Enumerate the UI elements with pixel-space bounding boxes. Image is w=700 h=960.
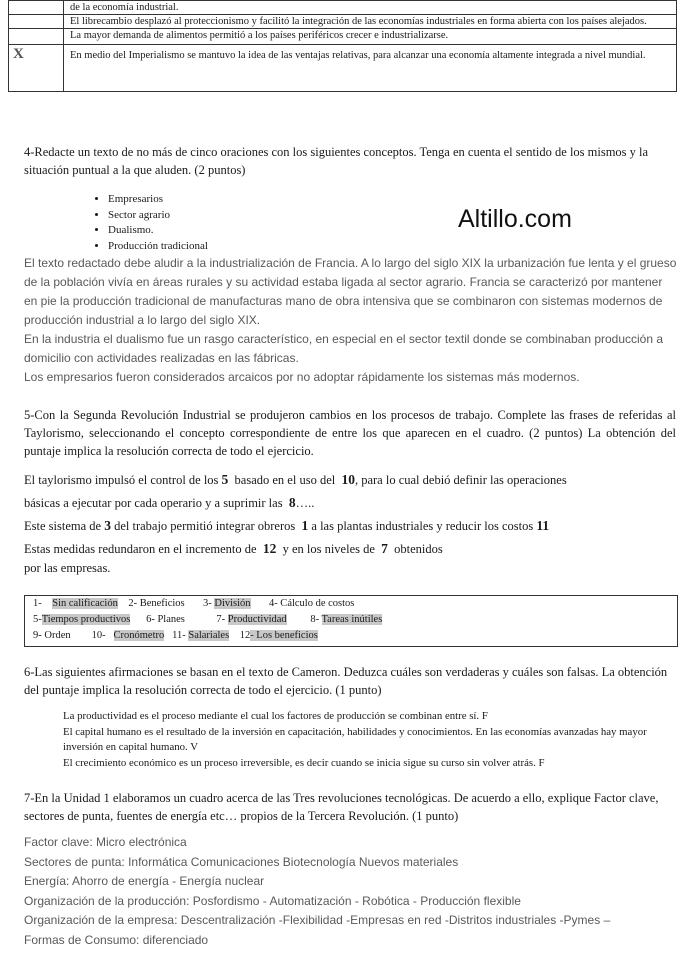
answer-paragraph: En la industria el dualismo fue un rasgo característico, en especial en el sector textil donde se combinaban producción a domicilio con actividades realizadas en las fábricas. — [24, 332, 664, 365]
statement-item: El crecimiento económico es un proceso irreversible, es decir cuando se inicia sigue su curso sin volver atrás. F — [63, 756, 545, 769]
sentence-text: y en los niveles de — [282, 542, 375, 556]
answer-number: 12 — [262, 541, 277, 556]
answer-line: Organización de la empresa: Descentralización -Flexibilidad -Empresas en red -Distritos industriales -Pymes – — [24, 913, 611, 927]
table-row — [9, 29, 677, 45]
answer-line: Formas de Consumo: diferenciado — [24, 932, 209, 947]
answers-table — [8, 0, 677, 92]
list-item: • Producción tradicional — [108, 239, 208, 255]
fill-line-3 — [24, 515, 678, 537]
option-number: 5- — [33, 614, 42, 625]
concept-list — [90, 192, 208, 254]
mark-cell — [9, 1, 64, 15]
options-box — [24, 595, 678, 647]
answer-number: 7 — [381, 541, 388, 556]
option-division: División — [214, 598, 251, 609]
sentence-text: , para lo cual debió definir las operaciones — [354, 473, 567, 487]
answer-number: 10 — [341, 472, 355, 487]
sentence-text: Este sistema de — [24, 519, 102, 533]
option-number: 8- — [310, 614, 320, 625]
sentence-text: obtenidos — [394, 542, 443, 556]
option-orden: 9- Orden — [33, 630, 71, 641]
option-cronometro: Cronómetro — [113, 630, 165, 641]
answer-paragraph: El texto redactado debe aludir a la industrialización de Francia. A lo largo del siglo XIX la urbanización fue lenta y el grueso de la población vivía en áreas rurales y su actividad estaba ligada al sector agrario. Francia se caracterizó por mantener en pie la producción tradicional de manufacturas mano de obra intensiva que se combinaron con sistemas modernos de producción industrial a lo largo del siglo XIX. — [24, 256, 677, 327]
options-row — [33, 630, 318, 641]
fill-line-5: por las empresas. — [24, 561, 111, 575]
answer-number: 5 — [221, 472, 229, 487]
option-number: 11- — [172, 630, 186, 641]
answer-paragraph: Los empresarios fueron considerados arcaicos por no adoptar rápidamente los sistemas más modernos. — [24, 370, 580, 384]
option-sin-calificacion: Sin calificación — [52, 598, 118, 609]
sentence-text: ….. — [295, 496, 315, 510]
option-tiempos-productivos: Tiempos productivos — [41, 614, 131, 625]
options-row — [33, 614, 382, 625]
table-row — [9, 45, 677, 92]
question-4-prompt: 4-Redacte un texto de no más de cinco oraciones con los siguientes conceptos. Tenga en cuenta el sentido de los mismos y la situación puntual a la que aluden. (2 puntos) — [24, 145, 649, 177]
fill-line-1 — [24, 469, 678, 491]
answer-line: Energía: Ahorro de energía - Energía nuclear — [24, 874, 265, 888]
option-number: 7- — [216, 614, 226, 625]
option-productividad: Productividad — [227, 614, 287, 625]
option-tareas-inutiles: Tareas inútiles — [321, 614, 383, 625]
answer-number: 11 — [536, 518, 550, 533]
question-7-prompt: 7-En la Unidad 1 elaboramos un cuadro acerca de las Tres revoluciones tecnológicas. De acuerdo a ello, explique Factor clave, sectores de punta, fuentes de energía etc… propios de la Tercera Revolución. (1 punto) — [24, 791, 659, 823]
table-row — [9, 1, 677, 15]
question-4-answer — [24, 254, 678, 387]
table-row — [9, 15, 677, 29]
question-6-prompt: 6-Las siguientes afirmaciones se basan en el texto de Cameron. Deduzca cuáles son verdaderas y cuáles son falsas. La obtención del puntaje implica la resolución correcta de todo el ejercicio. (1 punto) — [24, 665, 668, 697]
option-number: 10- — [91, 630, 106, 641]
statement-cell: En medio del Imperialismo se mantuvo la idea de las ventajas relativas, para alcanzar una economía altamente integrada a nivel mundial. — [64, 45, 677, 92]
true-false-statements — [63, 709, 663, 771]
option-planes: 6- Planes — [146, 614, 185, 625]
statement-item: La productividad es el proceso mediante el cual los factores de producción se combinan entre sí. F — [63, 710, 488, 722]
statement-cell: La mayor demanda de alimentos permitió a los países periféricos crecer e industrializarse. — [64, 29, 677, 45]
option-number: 1- — [33, 598, 42, 609]
answer-line: Sectores de punta: Informática Comunicaciones Biotecnología Nuevos materiales — [24, 854, 459, 869]
option-los-beneficios: - Los beneficios — [250, 630, 318, 641]
list-item: • Sector agrario — [108, 208, 208, 224]
statement-item: El capital humano es el resultado de la inversión en capacitación, habilidades y conocimientos. En las economías avanzadas hay mayor inversión en capital humano. V — [63, 725, 647, 753]
mark-cell — [9, 29, 64, 45]
answer-number: 3 — [104, 518, 111, 533]
sentence-text: a las plantas industriales y reducir los costos — [311, 519, 534, 533]
answer-number: 1 — [301, 518, 309, 533]
sentence-text: El taylorismo impulsó el control de los — [24, 473, 219, 487]
options-row — [33, 598, 354, 609]
statement-cell: El librecambio desplazó al proteccionismo y facilitó la integración de las economías industriales en forma abierta con los países alejados. — [64, 15, 677, 29]
sentence-text: basado en el uso del — [234, 473, 336, 487]
option-number: 3- — [203, 598, 212, 609]
answer-number: 8 — [288, 495, 296, 510]
option-salariales: Salariales — [188, 630, 230, 641]
statement-cell: de la economía industrial. — [64, 1, 677, 15]
fill-line-2 — [24, 492, 678, 514]
list-item: • Dualismo. — [108, 223, 208, 239]
option-beneficios: 2- Beneficios — [128, 598, 185, 609]
sentence-text: Estas medidas redundaron en el incremento de — [24, 542, 257, 556]
sentence-text: básicas a ejecutar por cada operario y a suprimir las — [24, 496, 283, 510]
option-number: 12 — [239, 630, 251, 641]
mark-cell: X — [9, 45, 64, 92]
question-5-prompt: 5-Con la Segunda Revolución Industrial se produjeron cambios en los procesos de trabajo. Complete las frases de referidas al Taylorismo, seleccionando el concepto correspondiente de entre los que aparecen en el cuadro. (2 puntos) La obtención del puntaje implica la resolución correcta de todo el ejercicio. — [24, 408, 676, 458]
question-7-answer — [24, 835, 678, 952]
answer-line: Organización de la producción: Posfordismo - Automatización - Robótica - Producción flexible — [24, 893, 521, 908]
option-calculo-de-costos: 4- Cálculo de costos — [268, 598, 355, 609]
answer-line: Factor clave: Micro electrónica — [24, 835, 187, 849]
list-item: • Empresarios — [108, 192, 208, 208]
watermark-logo: Altillo.com — [458, 205, 572, 233]
mark-cell — [9, 15, 64, 29]
sentence-text: del trabajo permitió integrar obreros — [114, 519, 296, 533]
